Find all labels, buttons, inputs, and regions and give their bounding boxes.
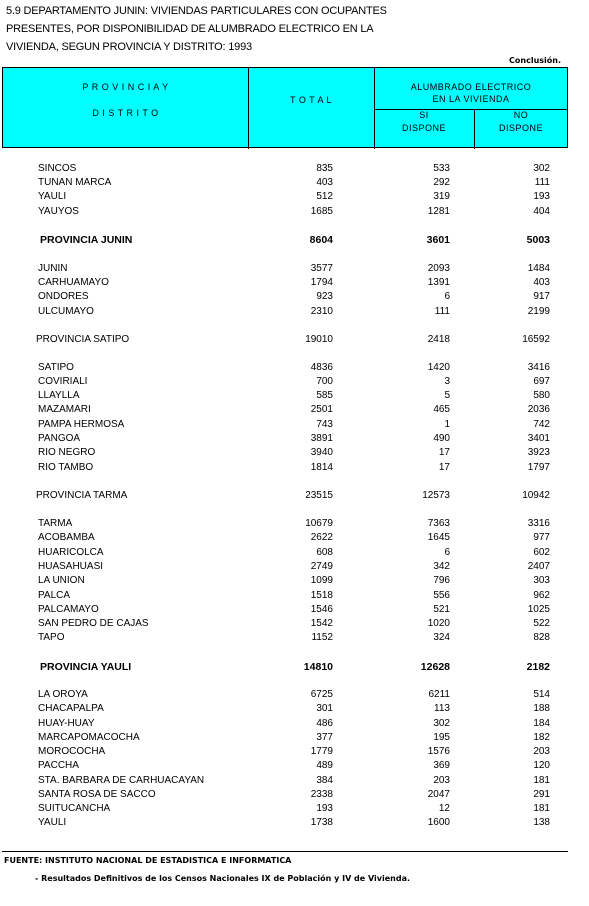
- row-no-dispone: 182: [533, 732, 550, 743]
- row-total: 3891: [310, 433, 333, 444]
- row-name: SANTA ROSA DE SACCO: [38, 789, 156, 800]
- table-row: [0, 531, 589, 545]
- table-row: [0, 517, 589, 531]
- row-no-dispone: 602: [533, 547, 550, 558]
- row-total: 1779: [310, 746, 333, 757]
- header-no-1: NO: [513, 110, 529, 120]
- row-no-dispone: 962: [533, 590, 550, 601]
- row-no-dispone: 291: [533, 789, 550, 800]
- row-no-dispone: 2199: [527, 306, 550, 317]
- row-si-dispone: 3601: [426, 234, 450, 246]
- row-total: 2338: [310, 789, 333, 800]
- row-no-dispone: 5003: [526, 234, 550, 246]
- row-no-dispone: 3416: [527, 362, 550, 373]
- table-row: [0, 603, 589, 617]
- row-total: 1542: [310, 618, 333, 629]
- row-name: CHACAPALPA: [38, 703, 104, 714]
- row-no-dispone: 10942: [522, 490, 550, 501]
- row-si-dispone: 1576: [427, 746, 450, 757]
- row-si-dispone: 342: [433, 561, 450, 572]
- row-si-dispone: 2093: [427, 263, 450, 274]
- row-si-dispone: 796: [433, 575, 450, 586]
- row-name: PACCHA: [38, 760, 79, 771]
- table-row: [0, 717, 589, 731]
- row-name: TARMA: [38, 518, 73, 529]
- row-no-dispone: 3401: [527, 433, 550, 444]
- header-provincia: P R O V I N C I A Y: [82, 82, 169, 92]
- row-name: PALCAMAYO: [38, 604, 99, 615]
- row-si-dispone: 6: [444, 291, 450, 302]
- table-row: [0, 631, 589, 645]
- row-total: 301: [316, 703, 333, 714]
- row-total: 3940: [310, 447, 333, 458]
- row-name: PANGOA: [38, 433, 81, 444]
- row-total: 2310: [310, 306, 333, 317]
- table-row: [0, 759, 589, 773]
- row-name: MARCAPOMACOCHA: [38, 732, 140, 743]
- row-total: 486: [316, 718, 333, 729]
- title-line-1: 5.9 DEPARTAMENTO JUNIN: VIVIENDAS PARTICULARES CON OCUPANTES: [6, 5, 387, 17]
- row-si-dispone: 17: [438, 447, 450, 458]
- row-total: 23515: [305, 490, 333, 501]
- table-row: [0, 176, 589, 190]
- row-no-dispone: 16592: [522, 334, 550, 345]
- row-no-dispone: 138: [533, 817, 550, 828]
- row-total: 2501: [310, 404, 333, 415]
- row-si-dispone: 12: [438, 803, 450, 814]
- table-row: [0, 276, 589, 290]
- row-name: JUNIN: [38, 263, 68, 274]
- row-total: 2749: [310, 561, 333, 572]
- table-row: [0, 333, 589, 347]
- row-no-dispone: 2182: [526, 661, 550, 673]
- table-row: [0, 702, 589, 716]
- row-si-dispone: 2418: [427, 334, 450, 345]
- row-si-dispone: 369: [433, 760, 450, 771]
- footer-rule: [2, 851, 568, 852]
- row-total: 377: [316, 732, 333, 743]
- row-si-dispone: 1600: [427, 817, 450, 828]
- row-no-dispone: 697: [533, 376, 550, 387]
- table-row: [0, 546, 589, 560]
- header-no-2: DISPONE: [498, 123, 543, 133]
- row-si-dispone: 195: [433, 732, 450, 743]
- row-no-dispone: 203: [533, 746, 550, 757]
- row-total: 19010: [305, 334, 333, 345]
- row-total: 743: [316, 419, 333, 430]
- row-si-dispone: 7363: [427, 518, 450, 529]
- row-total: 14810: [303, 661, 333, 673]
- table-row: [0, 446, 589, 460]
- row-total: 608: [316, 547, 333, 558]
- table-row: [0, 560, 589, 574]
- row-si-dispone: 324: [433, 632, 450, 643]
- conclusion-label: Conclusión.: [509, 56, 561, 65]
- row-total: 1814: [310, 462, 333, 473]
- row-name: MAZAMARI: [38, 404, 91, 415]
- row-name: CARHUAMAYO: [38, 277, 109, 288]
- row-no-dispone: 188: [533, 703, 550, 714]
- row-name: ACOBAMBA: [38, 532, 95, 543]
- row-name: LLAYLLA: [38, 390, 80, 401]
- row-si-dispone: 12628: [420, 661, 450, 673]
- table-row: [0, 489, 589, 503]
- row-no-dispone: 522: [533, 618, 550, 629]
- source-note: FUENTE: INSTITUTO NACIONAL DE ESTADISTICA E INFORMATICA: [4, 856, 292, 865]
- row-name: YAUYOS: [38, 206, 79, 217]
- row-no-dispone: 111: [534, 177, 550, 188]
- row-no-dispone: 514: [533, 689, 550, 700]
- row-no-dispone: 742: [533, 419, 550, 430]
- row-name: STA. BARBARA DE CARHUACAYAN: [38, 775, 205, 786]
- row-total: 1738: [310, 817, 333, 828]
- row-name: MOROCOCHA: [38, 746, 106, 757]
- row-si-dispone: 111: [434, 306, 450, 317]
- table-row: [0, 361, 589, 375]
- table-row: [0, 617, 589, 631]
- row-total: 403: [316, 177, 333, 188]
- row-si-dispone: 113: [434, 703, 450, 714]
- row-name: LA UNION: [38, 575, 85, 586]
- row-si-dispone: 490: [433, 433, 450, 444]
- row-total: 700: [316, 376, 333, 387]
- row-si-dispone: 17: [438, 462, 450, 473]
- row-no-dispone: 828: [533, 632, 550, 643]
- header-alumbrado-2: EN LA VIVIENDA: [432, 94, 510, 104]
- table-row: [0, 788, 589, 802]
- table-row: [0, 233, 589, 247]
- row-name: TUNAN MARCA: [38, 177, 112, 188]
- row-si-dispone: 1: [444, 419, 450, 430]
- title-line-2: PRESENTES, POR DISPONIBILIDAD DE ALUMBRADO ELECTRICO EN LA: [6, 23, 374, 35]
- row-name: HUARICOLCA: [38, 547, 104, 558]
- row-no-dispone: 917: [533, 291, 550, 302]
- table-row: [0, 589, 589, 603]
- row-si-dispone: 3: [444, 376, 450, 387]
- row-total: 923: [316, 291, 333, 302]
- row-total: 489: [316, 760, 333, 771]
- row-total: 1546: [310, 604, 333, 615]
- row-name: SINCOS: [38, 163, 77, 174]
- table-row: [0, 190, 589, 204]
- row-total: 835: [316, 163, 333, 174]
- table-row: [0, 731, 589, 745]
- table-row: [0, 262, 589, 276]
- table-row: [0, 688, 589, 702]
- row-total: 8604: [309, 234, 333, 246]
- row-si-dispone: 1020: [427, 618, 450, 629]
- row-si-dispone: 6211: [428, 689, 450, 700]
- table-row: [0, 205, 589, 219]
- row-total: 1152: [311, 632, 333, 643]
- table-title: [6, 2, 387, 56]
- table-row: [0, 745, 589, 759]
- table-row: [0, 162, 589, 176]
- row-name: PAMPA HERMOSA: [38, 419, 125, 430]
- table-row: [0, 461, 589, 475]
- row-si-dispone: 2047: [427, 789, 450, 800]
- row-no-dispone: 1025: [527, 604, 550, 615]
- row-name: PROVINCIA SATIPO: [36, 334, 130, 345]
- row-no-dispone: 193: [533, 191, 550, 202]
- row-name: YAULI: [38, 191, 67, 202]
- row-no-dispone: 404: [533, 206, 550, 217]
- row-name: PROVINCIA YAULI: [40, 661, 132, 673]
- row-total: 4836: [310, 362, 333, 373]
- row-no-dispone: 403: [533, 277, 550, 288]
- row-si-dispone: 1645: [427, 532, 450, 543]
- table-row: [0, 802, 589, 816]
- row-name: ONDORES: [38, 291, 89, 302]
- row-name: SUITUCANCHA: [38, 803, 111, 814]
- header-si-2: DISPONE: [401, 123, 446, 133]
- row-si-dispone: 302: [433, 718, 450, 729]
- header-alumbrado-1: ALUMBRADO ELECTRICO: [410, 82, 532, 92]
- row-no-dispone: 3316: [527, 518, 550, 529]
- row-name: YAULI: [38, 817, 67, 828]
- row-name: PROVINCIA JUNIN: [40, 234, 133, 246]
- row-no-dispone: 181: [533, 803, 550, 814]
- row-no-dispone: 1484: [527, 263, 550, 274]
- table-row: [0, 403, 589, 417]
- row-si-dispone: 12573: [422, 490, 450, 501]
- row-no-dispone: 181: [533, 775, 550, 786]
- row-no-dispone: 2407: [527, 561, 550, 572]
- row-no-dispone: 120: [533, 760, 550, 771]
- row-total: 384: [316, 775, 333, 786]
- table-row: [0, 574, 589, 588]
- row-total: 512: [316, 191, 333, 202]
- row-si-dispone: 1281: [427, 206, 450, 217]
- table-row: [0, 389, 589, 403]
- header-total: T O T A L: [289, 95, 333, 105]
- row-no-dispone: 302: [533, 163, 550, 174]
- row-no-dispone: 580: [533, 390, 550, 401]
- row-total: 193: [316, 803, 333, 814]
- row-si-dispone: 6: [444, 547, 450, 558]
- table-header: [2, 67, 568, 148]
- table-row: [0, 816, 589, 830]
- row-si-dispone: 203: [433, 775, 450, 786]
- row-name: RIO NEGRO: [38, 447, 96, 458]
- row-si-dispone: 1391: [427, 277, 450, 288]
- row-no-dispone: 184: [533, 718, 550, 729]
- row-total: 6725: [310, 689, 333, 700]
- row-si-dispone: 556: [433, 590, 450, 601]
- row-name: ULCUMAYO: [38, 306, 94, 317]
- row-name: TAPO: [38, 632, 65, 643]
- census-note: - Resultados Definitivos de los Censos Nacionales IX de Población y IV de Vivienda.: [35, 874, 411, 883]
- row-si-dispone: 465: [433, 404, 450, 415]
- row-si-dispone: 319: [433, 191, 450, 202]
- header-divider: [248, 68, 249, 149]
- header-si-1: SI: [419, 110, 429, 120]
- table-row: [0, 418, 589, 432]
- row-total: 2622: [310, 532, 333, 543]
- row-no-dispone: 1797: [527, 462, 550, 473]
- title-line-3: VIVIENDA, SEGUN PROVINCIA Y DISTRITO: 1993: [6, 41, 252, 53]
- table-row: [0, 660, 589, 674]
- table-row: [0, 432, 589, 446]
- row-no-dispone: 977: [533, 532, 550, 543]
- row-total: 10679: [305, 518, 333, 529]
- row-name: PROVINCIA TARMA: [36, 490, 128, 501]
- row-total: 1794: [310, 277, 333, 288]
- row-name: COVIRIALI: [38, 376, 88, 387]
- row-name: RIO TAMBO: [38, 462, 94, 473]
- table-row: [0, 774, 589, 788]
- table-row: [0, 375, 589, 389]
- row-name: SATIPO: [38, 362, 74, 373]
- row-name: HUASAHUASI: [38, 561, 104, 572]
- row-total: 585: [316, 390, 333, 401]
- row-name: LA OROYA: [38, 689, 88, 700]
- table-row: [0, 305, 589, 319]
- row-total: 1518: [310, 590, 333, 601]
- row-no-dispone: 3923: [527, 447, 550, 458]
- row-total: 1685: [310, 206, 333, 217]
- row-name: PALCA: [38, 590, 71, 601]
- row-si-dispone: 5: [444, 390, 450, 401]
- row-si-dispone: 521: [433, 604, 450, 615]
- header-distrito: D I S T R I T O: [92, 108, 159, 118]
- row-total: 3577: [310, 263, 333, 274]
- row-si-dispone: 1420: [427, 362, 450, 373]
- table-row: [0, 290, 589, 304]
- row-no-dispone: 303: [533, 575, 550, 586]
- row-name: SAN PEDRO DE CAJAS: [38, 618, 149, 629]
- row-name: HUAY-HUAY: [38, 718, 95, 729]
- row-no-dispone: 2036: [527, 404, 550, 415]
- row-si-dispone: 292: [433, 177, 450, 188]
- row-si-dispone: 533: [433, 163, 450, 174]
- row-total: 1099: [310, 575, 333, 586]
